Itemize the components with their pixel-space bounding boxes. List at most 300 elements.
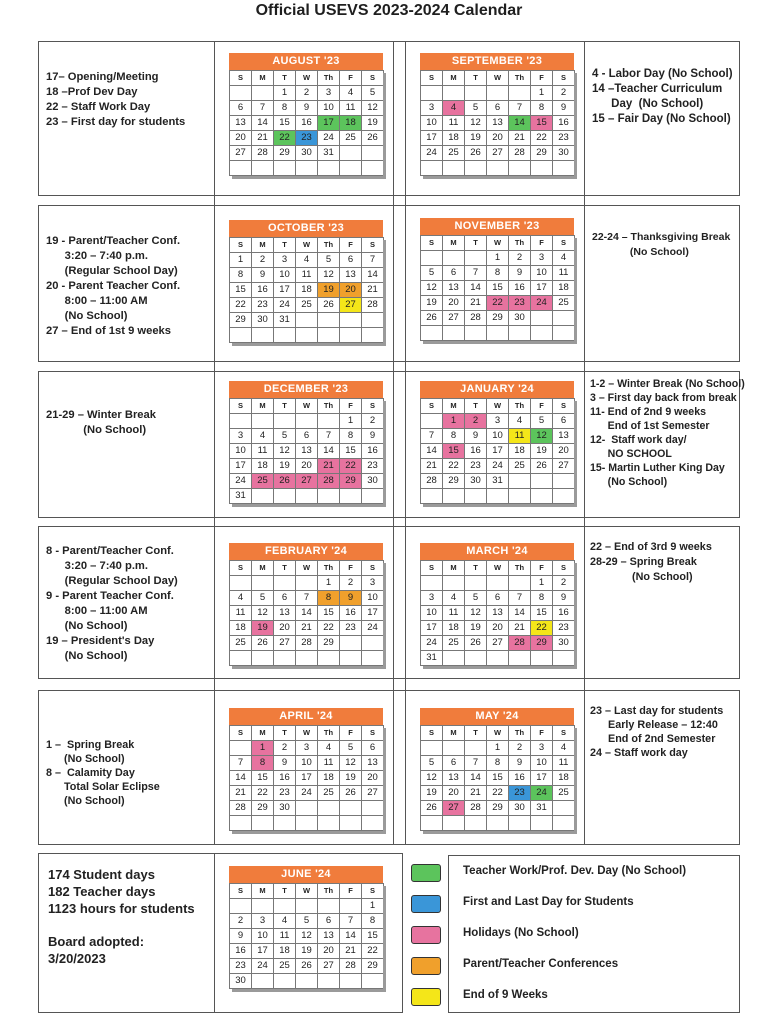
calendar-day: 23 [509, 296, 531, 311]
note-line: (No School) [590, 571, 693, 583]
calendar-day: 18 [443, 621, 465, 636]
calendar-day: 21 [296, 621, 318, 636]
calendar-day: 13 [296, 444, 318, 459]
legend-label: First and Last Day for Students [463, 896, 634, 908]
day-of-week: Th [318, 884, 340, 899]
divider [584, 41, 585, 845]
calendar-day [553, 651, 575, 666]
day-of-week: F [340, 399, 362, 414]
note-line: (No School) [46, 424, 147, 436]
calendar-day: 6 [443, 266, 465, 281]
day-of-week: M [252, 561, 274, 576]
calendar-day: 8 [340, 429, 362, 444]
calendar-june [229, 866, 383, 989]
calendar-day: 19 [252, 621, 274, 636]
note-line: 27 – End of 1st 9 weeks [46, 325, 171, 337]
legend-swatch-holiday [411, 926, 441, 944]
calendar-day [274, 974, 296, 989]
calendar-day [252, 328, 274, 343]
calendar-day: 20 [274, 621, 296, 636]
calendar-day: 15 [487, 281, 509, 296]
calendar-day: 19 [531, 444, 553, 459]
calendar-day [252, 651, 274, 666]
month-title: JUNE '24 [229, 866, 383, 883]
calendar-day: 26 [252, 636, 274, 651]
calendar-day [509, 576, 531, 591]
day-of-week: T [274, 71, 296, 86]
calendar-day: 14 [509, 116, 531, 131]
calendar-day: 20 [318, 944, 340, 959]
note-line: (Regular School Day) [46, 265, 178, 277]
calendar-day: 28 [421, 474, 443, 489]
calendar-day: 13 [340, 268, 362, 283]
calendar-day: 25 [340, 131, 362, 146]
calendar-day: 7 [509, 101, 531, 116]
day-of-week: Th [509, 236, 531, 251]
calendar-day: 20 [443, 296, 465, 311]
calendar-day: 27 [487, 636, 509, 651]
calendar-day: 1 [318, 576, 340, 591]
calendar-day: 14 [340, 929, 362, 944]
day-of-week: M [443, 726, 465, 741]
note-line: 22 – Staff Work Day [46, 101, 151, 113]
calendar-day: 19 [465, 621, 487, 636]
calendar-day: 9 [230, 929, 252, 944]
divider [405, 41, 406, 845]
calendar-day: 4 [443, 591, 465, 606]
calendar-day: 16 [509, 771, 531, 786]
day-of-week: Th [509, 561, 531, 576]
note-line: 3:20 – 7:40 p.m. [46, 560, 148, 572]
day-of-week: W [487, 71, 509, 86]
calendar-day [509, 326, 531, 341]
calendar-day [443, 489, 465, 504]
calendar-day [465, 161, 487, 176]
calendar-day: 24 [362, 621, 384, 636]
calendar-day: 3 [487, 414, 509, 429]
calendar-day [443, 86, 465, 101]
calendar-day: 6 [487, 591, 509, 606]
calendar-day: 15 [340, 444, 362, 459]
calendar-day: 15 [362, 929, 384, 944]
calendar-day: 22 [230, 298, 252, 313]
calendar-day: 22 [340, 459, 362, 474]
board-adopted-date: 3/20/2023 [48, 951, 106, 966]
calendar-day: 30 [296, 146, 318, 161]
calendar-day: 3 [296, 741, 318, 756]
calendar-day: 24 [274, 298, 296, 313]
calendar-day: 15 [531, 606, 553, 621]
calendar-day: 6 [340, 253, 362, 268]
calendar-day [252, 414, 274, 429]
calendar-day: 13 [443, 281, 465, 296]
calendar-day: 5 [362, 86, 384, 101]
calendar-day: 25 [509, 459, 531, 474]
calendar-shadow [574, 238, 577, 344]
legend-swatch-first-last [411, 895, 441, 913]
calendar-day: 2 [553, 86, 575, 101]
calendar-shadow [383, 73, 386, 179]
calendar-day: 11 [443, 606, 465, 621]
calendar-day: 1 [362, 899, 384, 914]
calendar-day [362, 489, 384, 504]
notes-december [46, 408, 156, 438]
calendar-day: 2 [340, 576, 362, 591]
note-line: 23 – First day for students [46, 116, 186, 128]
calendar-day: 29 [230, 313, 252, 328]
calendar-day [509, 474, 531, 489]
calendar-day: 20 [443, 786, 465, 801]
calendar-day: 5 [318, 253, 340, 268]
calendar-day: 2 [362, 414, 384, 429]
calendar-day [487, 326, 509, 341]
calendar-shadow [232, 989, 386, 992]
legend-item [411, 864, 751, 884]
calendar-shadow [423, 341, 577, 344]
calendar-day: 25 [230, 636, 252, 651]
day-of-week: M [443, 236, 465, 251]
calendar-february [229, 543, 383, 666]
calendar-day [252, 974, 274, 989]
month-title: SEPTEMBER '23 [420, 53, 574, 70]
note-line: 15- Martin Luther King Day [590, 462, 725, 474]
month-title: AUGUST '23 [229, 53, 383, 70]
calendar-day [230, 899, 252, 914]
calendar-day [553, 474, 575, 489]
calendar-day [421, 326, 443, 341]
note-line: 3 – First day back from break [590, 392, 737, 404]
day-of-week: M [443, 399, 465, 414]
calendar-day: 15 [252, 771, 274, 786]
notes-april [46, 738, 160, 808]
calendar-day: 15 [318, 606, 340, 621]
calendar-day [252, 489, 274, 504]
calendar-day [487, 816, 509, 831]
calendar-day: 29 [487, 311, 509, 326]
calendar-day: 2 [252, 253, 274, 268]
calendar-day [274, 161, 296, 176]
calendar-day [465, 741, 487, 756]
calendar-day: 22 [443, 459, 465, 474]
calendar-day [553, 816, 575, 831]
calendar-day: 30 [252, 313, 274, 328]
calendar-day: 24 [252, 959, 274, 974]
calendar-day: 14 [318, 444, 340, 459]
calendar-shadow [423, 666, 577, 669]
calendar-day: 10 [252, 929, 274, 944]
calendar-day: 25 [553, 296, 575, 311]
calendar-day: 26 [362, 131, 384, 146]
calendar-shadow [423, 176, 577, 179]
calendar-day [553, 311, 575, 326]
calendar-day: 29 [340, 474, 362, 489]
calendar-day: 12 [421, 771, 443, 786]
calendar-day: 16 [340, 606, 362, 621]
calendar-day [421, 741, 443, 756]
calendar-day: 28 [252, 146, 274, 161]
calendar-day: 24 [296, 786, 318, 801]
calendar-shadow [383, 401, 386, 507]
note-line: (No School) [46, 310, 128, 322]
note-line: 8 - Parent/Teacher Conf. [46, 545, 174, 557]
note-line: 14 –Teacher Curriculum [592, 83, 723, 95]
notes-january [590, 377, 745, 489]
calendar-day: 8 [531, 591, 553, 606]
calendar-day [443, 251, 465, 266]
calendar-day: 29 [252, 801, 274, 816]
day-of-week: F [531, 236, 553, 251]
legend-swatch-teacher-work [411, 864, 441, 882]
calendar-day: 26 [318, 298, 340, 313]
calendar-day: 18 [340, 116, 362, 131]
day-of-week: F [340, 884, 362, 899]
calendar-day [340, 899, 362, 914]
calendar-day: 9 [252, 268, 274, 283]
calendar-day: 30 [509, 311, 531, 326]
calendar-day: 14 [362, 268, 384, 283]
calendar-day [318, 414, 340, 429]
calendar-day: 7 [252, 101, 274, 116]
day-of-week: Th [509, 71, 531, 86]
calendar-day [296, 576, 318, 591]
calendar-day: 25 [553, 786, 575, 801]
calendar-day: 12 [274, 444, 296, 459]
calendar-day: 24 [531, 786, 553, 801]
calendar-day: 30 [274, 801, 296, 816]
day-of-week: Th [509, 399, 531, 414]
calendar-day: 31 [531, 801, 553, 816]
calendar-day: 27 [487, 146, 509, 161]
calendar-day: 16 [509, 281, 531, 296]
calendar-day: 4 [443, 101, 465, 116]
calendar-day [443, 816, 465, 831]
calendar-day: 4 [553, 741, 575, 756]
calendar-day: 4 [340, 86, 362, 101]
calendar-day: 28 [509, 636, 531, 651]
calendar-day: 20 [362, 771, 384, 786]
calendar-day: 20 [553, 444, 575, 459]
calendar-december [229, 381, 383, 504]
day-of-week: Th [318, 71, 340, 86]
day-of-week: T [274, 561, 296, 576]
calendar-november [420, 218, 574, 341]
calendar-day [230, 651, 252, 666]
day-of-week: S [230, 399, 252, 414]
calendar-day: 22 [318, 621, 340, 636]
calendar-day: 17 [531, 771, 553, 786]
calendar-day: 30 [553, 636, 575, 651]
day-of-week: S [362, 399, 384, 414]
calendar-day: 5 [296, 914, 318, 929]
calendar-day: 23 [509, 786, 531, 801]
calendar-day: 8 [252, 756, 274, 771]
calendar-day: 10 [421, 116, 443, 131]
note-line: 9 - Parent Teacher Conf. [46, 590, 174, 602]
note-line: 20 - Parent Teacher Conf. [46, 280, 181, 292]
calendar-day: 3 [531, 251, 553, 266]
day-of-week: W [296, 238, 318, 253]
day-of-week: F [531, 399, 553, 414]
calendar-day: 21 [509, 621, 531, 636]
student-hours: 1123 hours for students [48, 901, 195, 916]
calendar-day: 7 [318, 429, 340, 444]
note-line: 8 – Calamity Day [46, 767, 135, 779]
calendar-day: 30 [509, 801, 531, 816]
note-line: 22-24 – Thanksgiving Break [592, 231, 731, 243]
calendar-day: 16 [230, 944, 252, 959]
calendar-day: 7 [421, 429, 443, 444]
month-title: FEBRUARY '24 [229, 543, 383, 560]
calendar-august [229, 53, 383, 176]
legend-item [411, 988, 751, 1008]
calendar-day: 29 [362, 959, 384, 974]
calendar-day [230, 161, 252, 176]
calendar-day: 30 [230, 974, 252, 989]
calendar-day: 19 [318, 283, 340, 298]
calendar-shadow [383, 728, 386, 834]
calendar-day [531, 651, 553, 666]
calendar-day: 21 [318, 459, 340, 474]
calendar-day: 21 [509, 131, 531, 146]
calendar-shadow [574, 401, 577, 507]
calendar-day [252, 576, 274, 591]
calendar-day: 3 [531, 741, 553, 756]
legend-item [411, 895, 751, 915]
calendar-day: 19 [362, 116, 384, 131]
calendar-day [318, 161, 340, 176]
calendar-day: 8 [274, 101, 296, 116]
calendar-day: 8 [230, 268, 252, 283]
calendar-day [421, 576, 443, 591]
calendar-day: 25 [296, 298, 318, 313]
note-line: 8:00 – 11:00 AM [46, 605, 148, 617]
calendar-day: 26 [340, 786, 362, 801]
calendar-day: 30 [553, 146, 575, 161]
day-of-week: S [421, 236, 443, 251]
day-of-week: M [252, 238, 274, 253]
calendar-day: 23 [553, 621, 575, 636]
teacher-days: 182 Teacher days [48, 884, 156, 899]
calendar-day: 13 [362, 756, 384, 771]
calendar-day: 23 [553, 131, 575, 146]
day-of-week: S [362, 884, 384, 899]
calendar-shadow [574, 73, 577, 179]
month-title: OCTOBER '23 [229, 220, 383, 237]
calendar-shadow [232, 504, 386, 507]
calendar-day [443, 741, 465, 756]
calendar-day: 8 [487, 756, 509, 771]
day-of-week: T [465, 236, 487, 251]
calendar-day: 3 [252, 914, 274, 929]
calendar-day [487, 489, 509, 504]
day-of-week: W [487, 399, 509, 414]
calendar-may [420, 708, 574, 831]
note-line: 8:00 – 11:00 AM [46, 295, 148, 307]
day-of-week: M [252, 399, 274, 414]
calendar-day: 11 [252, 444, 274, 459]
notes-may [590, 704, 723, 760]
note-line: 17– Opening/Meeting [46, 71, 159, 83]
calendar-day [421, 86, 443, 101]
calendar-day [509, 161, 531, 176]
day-of-week: S [362, 561, 384, 576]
note-line: 15 – Fair Day (No School) [592, 113, 731, 125]
calendar-day [318, 313, 340, 328]
note-line: 1 – Spring Break [46, 739, 135, 751]
calendar-day [274, 489, 296, 504]
legend-label: End of 9 Weeks [463, 989, 548, 1001]
day-of-week: T [465, 726, 487, 741]
calendar-day: 20 [230, 131, 252, 146]
calendar-day [340, 328, 362, 343]
calendar-day: 23 [230, 959, 252, 974]
calendar-day: 6 [443, 756, 465, 771]
calendar-day: 10 [421, 606, 443, 621]
day-of-week: W [296, 71, 318, 86]
calendar-day: 22 [531, 621, 553, 636]
calendar-day: 4 [318, 741, 340, 756]
calendar-day: 25 [443, 636, 465, 651]
calendar-day: 1 [274, 86, 296, 101]
day-of-week: W [296, 884, 318, 899]
calendar-day: 28 [296, 636, 318, 651]
calendar-day [296, 161, 318, 176]
calendar-day: 31 [230, 489, 252, 504]
calendar-day: 1 [487, 251, 509, 266]
calendar-day: 11 [230, 606, 252, 621]
page-title: Official USEVS 2023-2024 Calendar [255, 2, 523, 19]
notes-september [592, 67, 733, 127]
calendar-day [340, 816, 362, 831]
calendar-day [274, 576, 296, 591]
calendar-day: 2 [274, 741, 296, 756]
calendar-day: 19 [421, 296, 443, 311]
calendar-day: 22 [531, 131, 553, 146]
calendar-day [296, 651, 318, 666]
calendar-day: 14 [296, 606, 318, 621]
calendar-day [230, 576, 252, 591]
calendar-day: 24 [318, 131, 340, 146]
calendar-day: 16 [553, 606, 575, 621]
calendar-day [252, 899, 274, 914]
calendar-day: 29 [274, 146, 296, 161]
calendar-day [531, 326, 553, 341]
calendar-day: 17 [421, 621, 443, 636]
day-of-week: Th [318, 561, 340, 576]
calendar-day: 10 [230, 444, 252, 459]
calendar-day: 6 [274, 591, 296, 606]
calendar-day: 12 [340, 756, 362, 771]
calendar-day [296, 489, 318, 504]
day-of-week: M [252, 884, 274, 899]
calendar-day: 13 [274, 606, 296, 621]
calendar-day: 18 [443, 131, 465, 146]
note-line: 19 - Parent/Teacher Conf. [46, 235, 181, 247]
calendar-day [340, 313, 362, 328]
calendar-shadow [383, 240, 386, 346]
calendar-day: 25 [252, 474, 274, 489]
calendar-day: 12 [465, 606, 487, 621]
calendar-day: 27 [443, 801, 465, 816]
calendar-day: 12 [318, 268, 340, 283]
calendar-day [274, 651, 296, 666]
day-of-week: T [274, 884, 296, 899]
calendar-day: 11 [553, 756, 575, 771]
calendar-day: 31 [318, 146, 340, 161]
legend-label: Teacher Work/Prof. Dev. Day (No School) [463, 865, 687, 877]
day-of-week: W [487, 561, 509, 576]
calendar-day: 17 [252, 944, 274, 959]
